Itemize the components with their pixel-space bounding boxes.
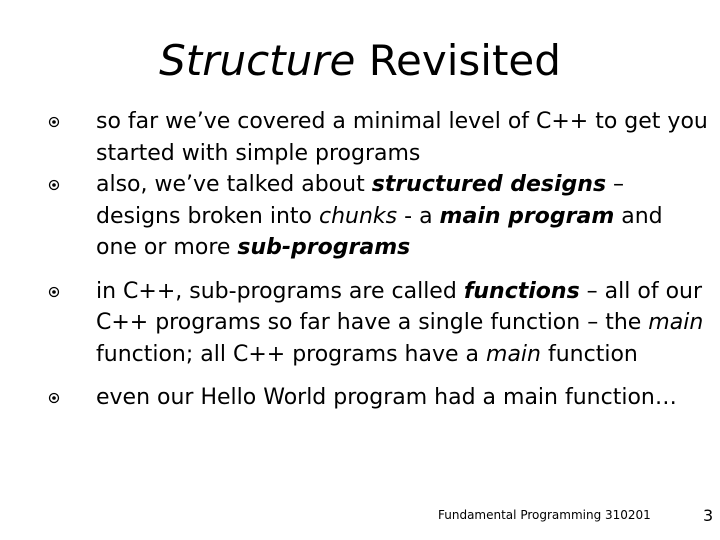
bullet-run: functions [463, 278, 580, 304]
bullet-run: – designs broken into [96, 172, 625, 229]
bullet-list [48, 106, 708, 414]
bullet-run: main [648, 310, 704, 335]
bullet-dot-icon [48, 116, 60, 128]
bullet-run: - a [397, 203, 440, 229]
bullet-dot-icon [48, 392, 60, 404]
bullet-dot-icon [48, 286, 60, 298]
bullet-run: also, we’ve talked about [96, 172, 372, 197]
bullet-run: chunks [319, 203, 398, 229]
bullet-item-3 [48, 276, 708, 371]
bullet-text [96, 385, 677, 410]
bullet-run: and one or more [96, 203, 663, 260]
bullet-run: in C++, sub-programs are called [96, 278, 464, 304]
slide-title-italic: Structure [159, 36, 356, 85]
bullet-text [96, 109, 708, 166]
bullet-run: main [486, 341, 541, 367]
bullet-run: so far we’ve covered a minimal level of C++ to get you started with simple programs [96, 109, 708, 166]
bullet-item-4 [48, 382, 708, 414]
bullet-run: structured designs [371, 172, 607, 197]
bullet-text [96, 172, 663, 260]
bullet-run: sub-programs [237, 235, 411, 260]
bullet-run: function [540, 341, 638, 367]
footer-course-name: Fundamental Programming 310201 [438, 508, 651, 522]
bullet-item-1 [48, 106, 708, 169]
slide-title-rest: Revisited [355, 36, 561, 85]
bullet-run: – all of our C++ programs so far have a single function – the [96, 278, 703, 335]
bullet-run: function; all C++ programs have a [96, 341, 487, 367]
bullet-dot-icon [48, 179, 60, 191]
slide-title [0, 36, 720, 86]
page-number: 3 [703, 506, 714, 525]
bullet-run: main program [439, 203, 615, 229]
bullet-text [96, 279, 703, 367]
bullet-run: even our Hello World program had a main function… [96, 385, 677, 410]
bullet-item-2 [48, 169, 708, 264]
